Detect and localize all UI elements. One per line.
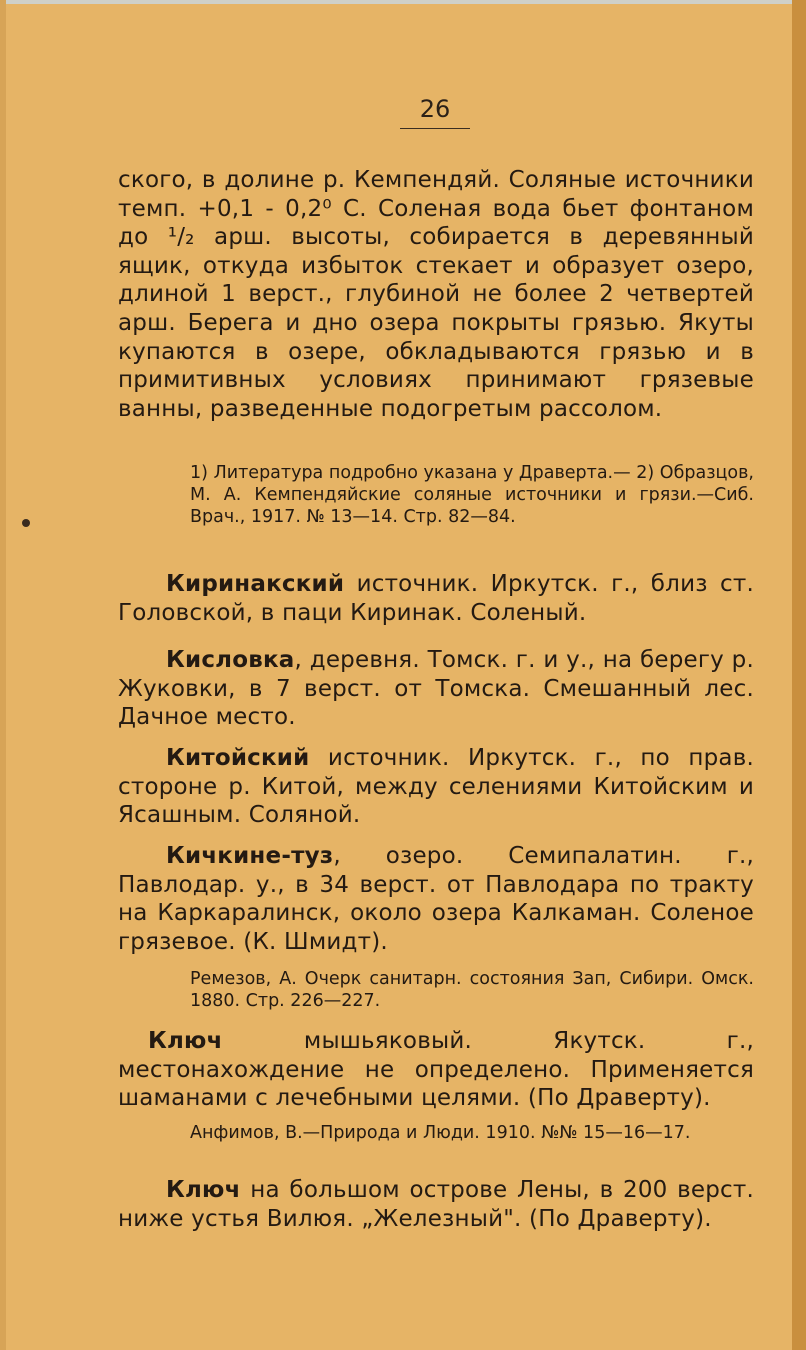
entry-text	[118, 646, 754, 732]
entry-klyuch-ref-block	[118, 1122, 754, 1144]
entry-body: , озеро. Семипалатин. г., Павлодар. у., в 34 верст. от Павлодара по тракту на Каркаралинск, около озера Калкаман. Соленое грязевое. (К. Шмидт).	[118, 843, 754, 955]
entry-kislovka	[118, 646, 754, 732]
ink-spot	[22, 519, 30, 527]
entry-text	[118, 1176, 754, 1233]
page-left-edge	[0, 0, 6, 1350]
entry-heading: Китойский	[166, 745, 310, 771]
entry-kirinakskiy	[118, 570, 754, 627]
entry-kichkine-tuz	[118, 842, 754, 956]
entry-reference: Анфимов, В.—Природа и Люди. 1910. №№ 15—16—17.	[190, 1123, 691, 1143]
entry-klyuch-lena	[118, 1176, 754, 1233]
entry-kichkine-tuz-ref-block	[118, 968, 754, 1012]
entry-body: , деревня. Томск. г. и у., на берегу р. Жуковки, в 7 верст. от Томска. Смешанный лес. Дачное место.	[118, 647, 754, 731]
entry-text	[118, 1027, 754, 1113]
entry-heading: Кичкине-туз	[166, 843, 334, 869]
entry-body: на большом острове Лены, в 200 верст. ниже устья Вилюя. „Железный". (По Драверту).	[118, 1177, 754, 1232]
entry-kitoyskiy	[118, 744, 754, 830]
page-number-rule	[400, 128, 470, 129]
intro-block	[118, 166, 754, 423]
entry-reference: Ремезов, А. Очерк санитарн. состояния Зап, Сибири. Омск. 1880. Стр. 226—227.	[190, 969, 754, 1011]
entry-klyuch-myshyakoviy	[118, 1027, 754, 1113]
intro-refs-block	[118, 462, 754, 528]
entry-heading: Киринакский	[166, 571, 345, 597]
entry-body: источник. Иркутск. г., близ ст. Головской, в паци Киринак. Соленый.	[118, 571, 754, 626]
entry-heading: Ключ	[166, 1177, 241, 1203]
entry-text	[118, 570, 754, 627]
entry-heading: Кисловка	[166, 647, 295, 673]
entry-body: источник. Иркутск. г., по прав. стороне р. Китой, между селениями Китойским и Ясашным. Соляной.	[118, 745, 754, 829]
page-number: 26	[419, 95, 451, 123]
entry-heading: Ключ	[148, 1028, 223, 1054]
intro-footnotes: 1) Литература подробно указана у Драверта.— 2) Образцов, М. А. Кемпендяйские соляные источники и грязи.—Сиб. Врач., 1917. № 13—14. Стр. 82—84.	[190, 463, 754, 527]
entry-body: мышьяковый. Якутск. г., местонахождение не определено. Применяется шаманами с лечебными целями. (По Драверту).	[118, 1028, 754, 1112]
page-top-edge	[0, 0, 806, 4]
entry-text	[118, 842, 754, 956]
entry-text	[118, 744, 754, 830]
page-right-edge	[792, 0, 806, 1350]
intro-paragraph: ского, в долине р. Кемпендяй. Соляные источники темп. +0,1 - 0,2⁰ С. Соленая вода бьет фонтаном до ¹/₂ арш. высоты, собирается в деревянный ящик, откуда избыток стекает и образует озеро, длиной 1 верст., глубиной не более 2 четвертей арш. Берега и дно озера покрыты грязью. Якуты купаются в озере, обкладываются грязью и в примитивных условиях принимают грязевые ванны, разведенные подогретым рассолом.	[118, 167, 754, 422]
